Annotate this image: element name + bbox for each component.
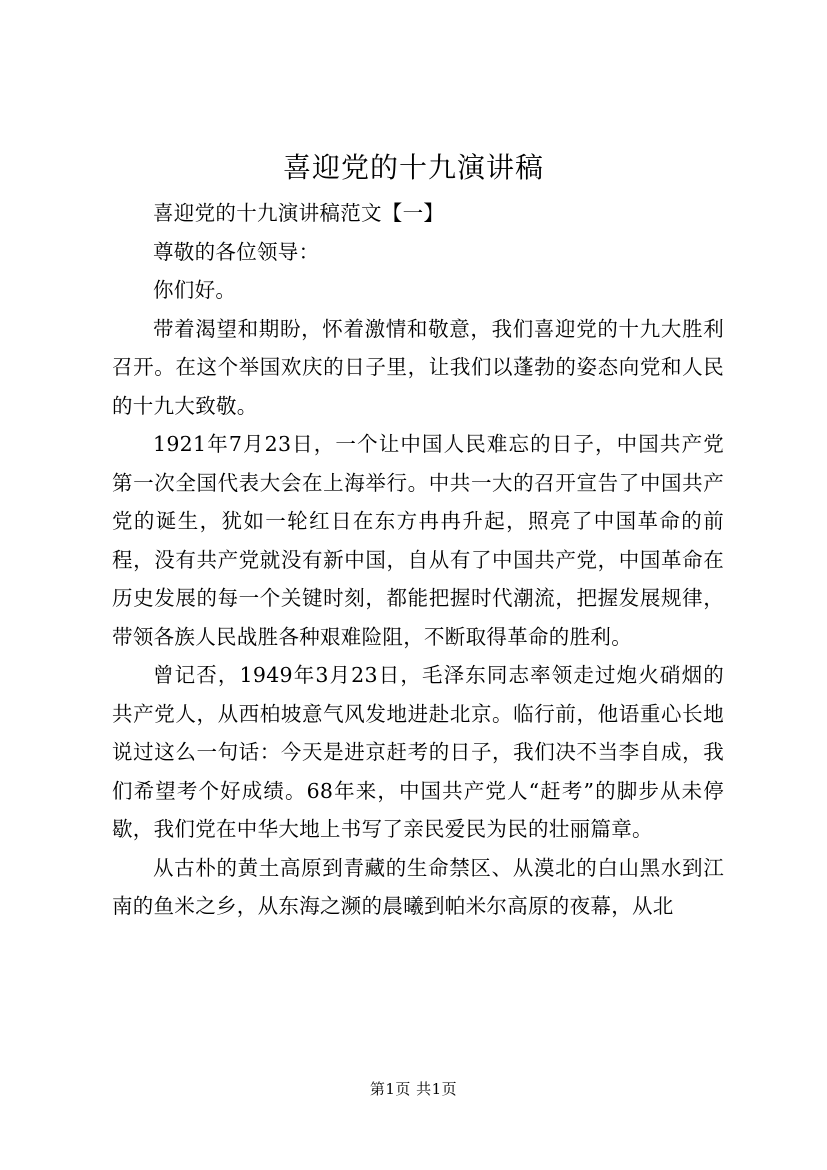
paragraph-greeting: 你们好。 <box>153 278 237 302</box>
document-body <box>112 194 724 926</box>
paragraph-history-1921: 1921年7月23日，一个让中国人民难忘的日子，中国共产党第一次全国代表大会在上海举行。中共一大的召开宣告了中国共产党的诞生，犹如一轮红日在东方冉冉升起，照亮了中国革命的前程，没有共产党就没有新中国，自从有了中国共产党，中国革命在历史发展的每一个关键时刻，都能把握时代潮流，把握发展规律，带领各族人民战胜各种艰难险阻，不断取得革命的胜利。 <box>112 432 724 649</box>
document-title: 喜迎党的十九演讲稿 <box>282 151 544 184</box>
paragraph-salutation: 尊敬的各位领导： <box>153 239 320 264</box>
page-footer: 第1页 共1页 <box>369 1080 458 1098</box>
paragraph-landscape: 从古朴的黄土高原到青藏的生命禁区、从漠北的白山黑水到江南的鱼米之乡，从东海之濒的晨曦到帕米尔高原的夜幕，从北 <box>112 855 724 918</box>
paragraph-opening: 带着渴望和期盼，怀着激情和敬意，我们喜迎党的十九大胜利召开。在这个举国欢庆的日子里，让我们以蓬勃的姿态向党和人民的十九大致敬。 <box>112 316 724 418</box>
paragraph-heading: 喜迎党的十九演讲稿范文【一】 <box>153 201 445 225</box>
paragraph-history-1949: 曾记否，1949年3月23日，毛泽东同志率领走过炮火硝烟的共产党人，从西柏坡意气风发地进赴北京。临行前，他语重心长地说过这么一句话：今天是进京赶考的日子，我们决不当李自成，我们希望考个好成绩。68年来，中国共产党人“赶考”的脚步从未停歇，我们党在中华大地上书写了亲民爱民为民的壮丽篇章。 <box>112 663 724 841</box>
